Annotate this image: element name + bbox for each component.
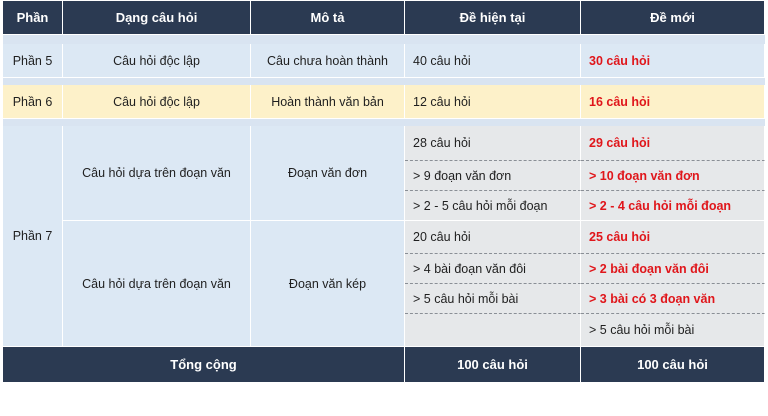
total-new: 100 câu hỏi (581, 347, 765, 383)
part7-double-type: Câu hỏi dựa trên đoạn văn (63, 221, 251, 347)
part7-single-new-questions: > 2 - 4 câu hỏi mỗi đoạn (581, 191, 765, 221)
part7-single-new-total: 29 câu hỏi (581, 126, 765, 161)
part7-single-current-total: 28 câu hỏi (405, 126, 581, 161)
part7-double-new-questions: > 5 câu hỏi mỗi bài (581, 314, 765, 347)
row-separator (3, 35, 765, 44)
row-separator (3, 119, 765, 126)
part7-single-desc: Đoạn văn đơn (251, 126, 405, 221)
header-current-exam: Đề hiện tại (405, 1, 581, 35)
part5-desc: Câu chưa hoàn thành (251, 44, 405, 78)
part6-current: 12 câu hỏi (405, 85, 581, 119)
part6-desc: Hoàn thành văn bản (251, 85, 405, 119)
part6-type: Câu hỏi độc lập (63, 85, 251, 119)
total-label: Tổng cộng (3, 347, 405, 383)
toeic-comparison-table (3, 1, 765, 414)
part7-double-current-total: 20 câu hỏi (405, 221, 581, 254)
part7-single-new-passages: > 10 đoạn văn đơn (581, 161, 765, 191)
part7-double-desc: Đoạn văn kép (251, 221, 405, 347)
part7-single-current-questions: > 2 - 5 câu hỏi mỗi đoạn (405, 191, 581, 221)
header-description: Mô tả (251, 1, 405, 35)
part6-label: Phần 6 (3, 85, 63, 119)
row-separator (3, 78, 765, 85)
part7-double-current-passages: > 4 bài đoạn văn đôi (405, 254, 581, 284)
part7-single-type: Câu hỏi dựa trên đoạn văn (63, 126, 251, 221)
part7-single-current-passages: > 9 đoạn văn đơn (405, 161, 581, 191)
part5-new: 30 câu hỏi (581, 44, 765, 78)
header-part: Phần (3, 1, 63, 35)
part7-label: Phần 7 (3, 126, 63, 347)
part7-double-new-triple: > 3 bài có 3 đoạn văn (581, 284, 765, 314)
part5-current: 40 câu hỏi (405, 44, 581, 78)
part7-double-new-total: 25 câu hỏi (581, 221, 765, 254)
part7-double-current-empty (405, 314, 581, 347)
part6-new: 16 câu hỏi (581, 85, 765, 119)
part5-type: Câu hỏi độc lập (63, 44, 251, 78)
part7-double-new-passages: > 2 bài đoạn văn đôi (581, 254, 765, 284)
header-new-exam: Đề mới (581, 1, 765, 35)
header-question-type: Dạng câu hỏi (63, 1, 251, 35)
part5-label: Phần 5 (3, 44, 63, 78)
total-current: 100 câu hỏi (405, 347, 581, 383)
part7-double-current-questions: > 5 câu hỏi mỗi bài (405, 284, 581, 314)
